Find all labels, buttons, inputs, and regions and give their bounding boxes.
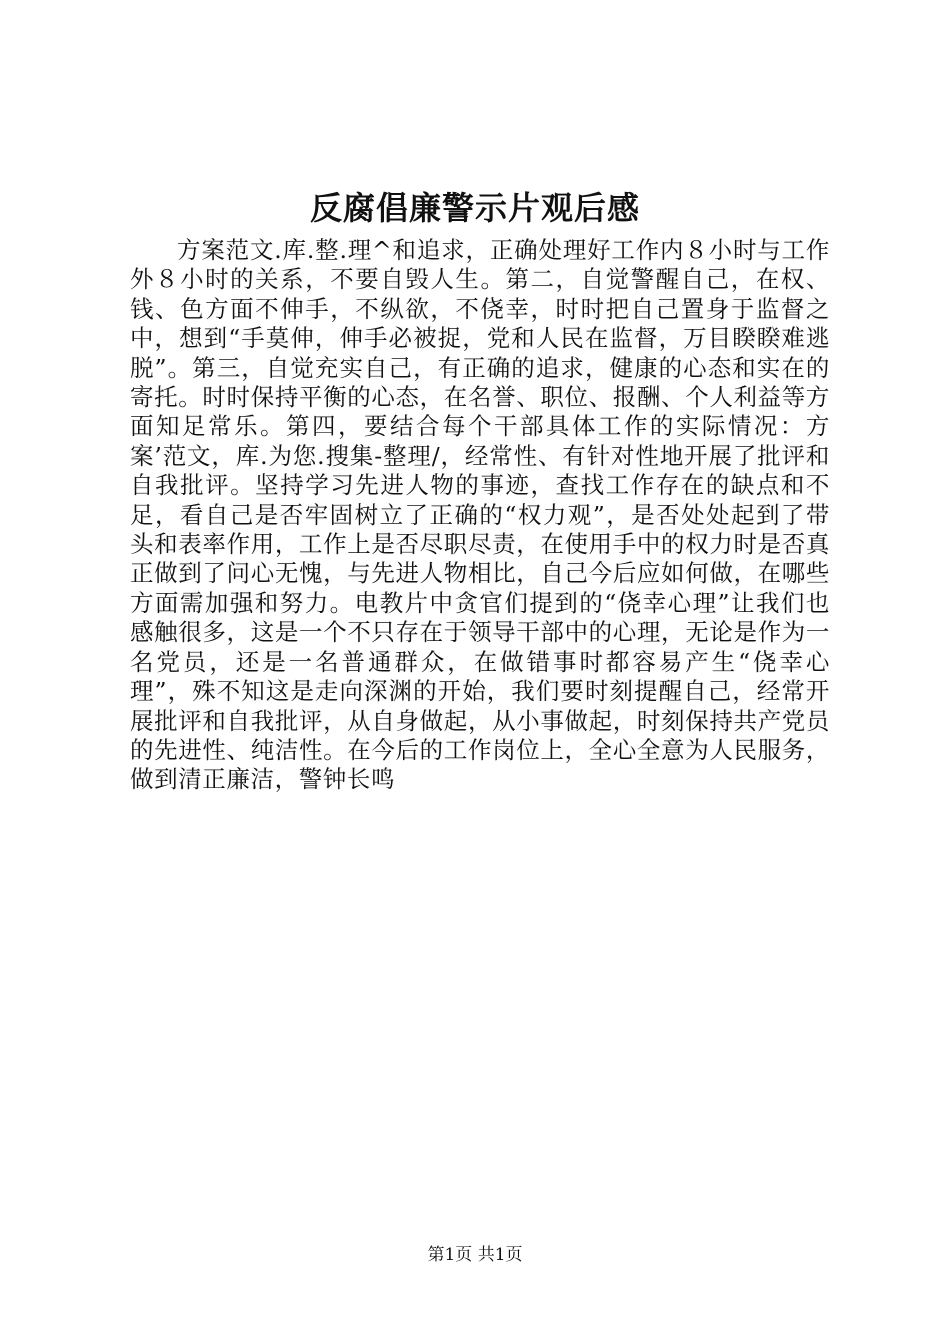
document-title: 反腐倡廉警示片观后感 [309,189,640,227]
page-footer: 第1页 共1页 [427,1245,523,1265]
document-body: 方案范文.库.整.理^和追求，正确处理好工作内８小时与工作外８小时的关系，不要自毁人生。第二，自觉警醒自己，在权、钱、色方面不伸手，不纵欲，不侥幸，时时把自己置身于监督之中，想到“手莫伸，伸手必被捉，党和人民在监督，万目睽睽难逃脱”。第三，自觉充实自己，有正确的追求，健康的心态和实在的寄托。时时保持平衡的心态，在名誉、职位、报酬、个人利益等方面知足常乐。第四，要结合每个干部具体工作的实际情况：方案’范文，库.为您.搜集-整理/，经常性、有针对性地开展了批评和自我批评。坚持学习先进人物的事迹，查找工作存在的缺点和不足，看自己是否牢固树立了正确的“权力观”，是否处处起到了带头和表率作用，工作上是否尽职尽责，在使用手中的权力时是否真正做到了问心无愧，与先进人物相比，自己今后应如何做，在哪些方面需加强和努力。电教片中贪官们提到的“侥幸心理”让我们也感触很多，这是一个不只存在于领导干部中的心理，无论是作为一名党员，还是一名普通群众，在做错事时都容易产生“侥幸心理”，殊不知这是走向深渊的开始，我们要时刻提醒自己，经常开展批评和自我批评，从自身做起，从小事做起，时刻保持共产党员的先进性、纯洁性。在今后的工作岗位上，全心全意为人民服务，做到清正廉洁，警钟长鸣 [130,236,830,794]
